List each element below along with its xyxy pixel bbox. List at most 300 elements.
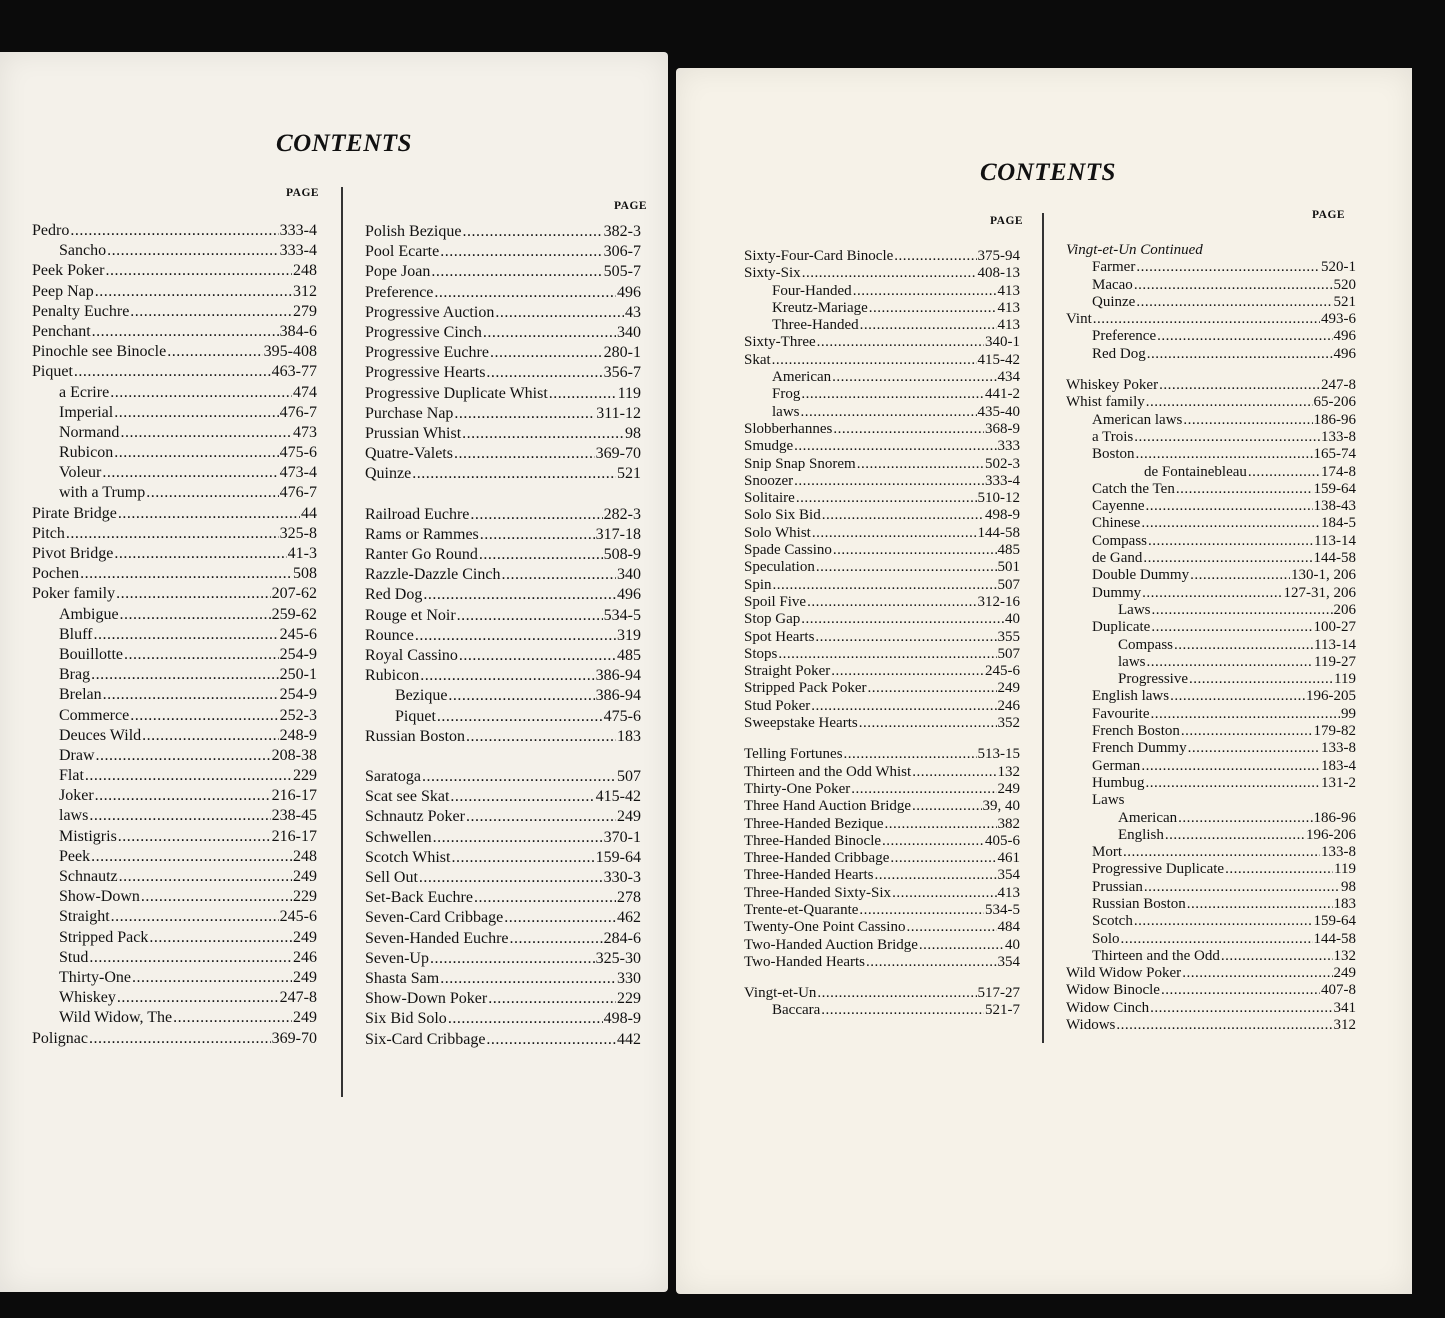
- entry-page: 247-8: [1321, 377, 1356, 394]
- left-page-column-1: [32, 223, 317, 1051]
- entry-name: Pochen: [32, 565, 80, 583]
- dot-leader: [772, 353, 977, 368]
- dot-leader: [796, 491, 977, 506]
- index-entry: [1066, 534, 1356, 551]
- dot-leader: [480, 527, 595, 543]
- dot-leader: [111, 909, 279, 925]
- entry-name: Commerce: [59, 706, 130, 724]
- dot-leader: [1157, 329, 1332, 344]
- entry-page: 505-7: [603, 263, 641, 281]
- index-entry: [1066, 776, 1356, 793]
- dot-leader: [501, 567, 616, 583]
- entry-page: 44: [301, 504, 317, 522]
- index-entry: [32, 1010, 317, 1030]
- index-entry: [744, 405, 1020, 422]
- entry-page: 246: [293, 948, 317, 966]
- entry-page: 333-4: [279, 242, 317, 260]
- entry-page: 138-43: [1313, 498, 1356, 515]
- index-entry: [1066, 447, 1356, 464]
- entry-page: 159-64: [595, 848, 641, 866]
- index-entry: [744, 868, 1020, 885]
- index-entry: [1066, 516, 1356, 533]
- entry-page: 216-17: [271, 827, 317, 845]
- entry-name: Quatre-Valets: [365, 445, 453, 463]
- dot-leader: [103, 687, 279, 703]
- entry-name: German: [1092, 757, 1141, 774]
- entry-page: 131-2: [1321, 774, 1356, 791]
- dot-leader: [430, 951, 595, 967]
- index-entry: [32, 748, 317, 768]
- index-entry: [365, 910, 641, 930]
- index-entry: [744, 817, 1020, 834]
- dot-leader: [1141, 759, 1320, 774]
- dot-leader: [859, 903, 984, 918]
- dot-leader: [857, 457, 984, 472]
- entry-name: Laws: [1118, 601, 1151, 618]
- entry-name: Three-Handed Cribbage: [744, 850, 890, 867]
- entry-name: Smudge: [744, 438, 794, 455]
- index-entry: [365, 1032, 641, 1052]
- right-page: [676, 68, 1412, 1294]
- dot-leader: [457, 608, 603, 624]
- entry-name: Whiskey Poker: [1066, 377, 1159, 394]
- entry-page: 306-7: [603, 243, 641, 261]
- dot-leader: [114, 546, 286, 562]
- entry-name: Dummy: [1092, 584, 1142, 601]
- index-entry: [32, 385, 317, 405]
- entry-name: Draw: [59, 746, 95, 764]
- right-page-label-1: PAGE: [990, 215, 1024, 227]
- dot-leader: [434, 285, 616, 301]
- index-entry: [1066, 395, 1356, 412]
- index-entry: [365, 709, 641, 729]
- entry-page: 282-3: [603, 505, 641, 523]
- entry-name: Solo: [1092, 930, 1120, 947]
- dot-leader: [869, 301, 997, 316]
- index-entry: [1066, 689, 1356, 706]
- index-entry: [1066, 724, 1356, 741]
- dot-leader: [1190, 568, 1290, 583]
- entry-name: Rubicon: [59, 444, 114, 462]
- dot-leader: [811, 699, 996, 714]
- index-entry: [365, 264, 641, 284]
- dot-leader: [892, 886, 996, 901]
- entry-page: 413: [997, 282, 1020, 299]
- entry-page: 183: [1333, 895, 1356, 912]
- right-column-divider: [1042, 213, 1044, 1043]
- entry-name: Pitch: [32, 524, 65, 542]
- index-entry: [32, 687, 317, 707]
- entry-page: 384-6: [279, 322, 317, 340]
- entry-name: Bluff: [59, 625, 93, 643]
- dot-leader: [149, 930, 292, 946]
- entry-page: 368-9: [985, 420, 1020, 437]
- index-entry: [365, 688, 641, 708]
- index-entry: [744, 630, 1020, 647]
- entry-name: Three-Handed Bezique: [744, 815, 884, 832]
- dot-leader: [821, 1003, 984, 1018]
- index-entry: [32, 869, 317, 889]
- entry-name: Favourite: [1092, 705, 1150, 722]
- entry-page: 325-30: [595, 949, 641, 967]
- dot-leader: [483, 325, 616, 341]
- entry-page: 501: [997, 559, 1020, 576]
- entry-page: 113-14: [1314, 636, 1356, 653]
- dot-leader: [462, 426, 624, 442]
- entry-page: 473: [293, 423, 317, 441]
- dot-leader: [860, 318, 997, 333]
- entry-name: Solo Whist: [744, 524, 811, 541]
- entry-page: 119: [1334, 671, 1356, 688]
- entry-name: Progressive Cinch: [365, 323, 482, 341]
- dot-leader: [844, 747, 977, 762]
- entry-page: 484: [997, 919, 1020, 936]
- index-entry: [744, 903, 1020, 920]
- entry-name: Ambigue: [59, 605, 119, 623]
- entry-name: Three-Handed Hearts: [744, 867, 874, 884]
- entry-page: 370-1: [603, 828, 641, 846]
- dot-leader: [859, 716, 997, 731]
- index-entry: [744, 938, 1020, 955]
- index-entry: [744, 508, 1020, 525]
- index-entry: [744, 266, 1020, 283]
- entry-name: English laws: [1092, 688, 1170, 705]
- entry-name: Seven-Up: [365, 949, 429, 967]
- index-entry: [32, 546, 317, 566]
- entry-name: Wild Widow Poker: [1066, 965, 1182, 982]
- dot-leader: [102, 465, 278, 481]
- index-entry: [744, 681, 1020, 698]
- index-entry: [1066, 413, 1356, 430]
- entry-page: 312: [1333, 1017, 1356, 1034]
- entry-page: 462: [617, 909, 641, 927]
- index-entry: [1066, 260, 1356, 277]
- index-entry: [365, 809, 641, 829]
- dot-leader: [440, 971, 616, 987]
- entry-page: 98: [625, 424, 641, 442]
- entry-name: Thirteen and the Odd: [1092, 947, 1220, 964]
- entry-page: 41-3: [287, 545, 317, 562]
- entry-name: English: [1118, 826, 1164, 843]
- entry-page: 208-38: [271, 746, 317, 764]
- entry-page: 248: [293, 262, 317, 280]
- dot-leader: [415, 628, 616, 644]
- left-column-divider: [341, 187, 343, 1097]
- entry-page: 534-5: [985, 901, 1020, 918]
- dot-leader: [1178, 811, 1312, 826]
- entry-page: 413: [997, 884, 1020, 901]
- dot-leader: [890, 851, 996, 866]
- dot-leader: [1134, 278, 1333, 293]
- left-page-column-2: [365, 224, 641, 1052]
- entry-page: 319: [617, 626, 641, 644]
- section-gap: [365, 749, 641, 769]
- entry-name: Peep Nap: [32, 282, 94, 300]
- entry-page: 312-16: [977, 593, 1020, 610]
- entry-page: 473-4: [279, 464, 317, 482]
- dot-leader: [1143, 551, 1312, 566]
- index-entry: [365, 769, 641, 789]
- entry-name: Solo Six Bid: [744, 507, 821, 524]
- entry-name: Progressive Auction: [365, 303, 495, 321]
- dot-leader: [778, 647, 996, 662]
- index-entry: [365, 325, 641, 345]
- entry-page: 508-9: [603, 546, 641, 563]
- dot-leader: [1144, 880, 1340, 895]
- entry-page: 246: [997, 697, 1020, 714]
- entry-name: Mort: [1092, 844, 1122, 861]
- entry-page: 245-6: [279, 908, 317, 926]
- dot-leader: [118, 829, 271, 845]
- index-entry: [744, 716, 1020, 733]
- index-entry: [744, 782, 1020, 799]
- dot-leader: [906, 920, 996, 935]
- entry-name: Red Dog: [365, 586, 423, 604]
- dot-leader: [80, 566, 292, 582]
- dot-leader: [486, 1032, 616, 1048]
- entry-page: 333-4: [279, 222, 317, 239]
- index-entry: [744, 595, 1020, 612]
- dot-leader: [120, 607, 271, 623]
- index-entry: [365, 587, 641, 607]
- dot-leader: [105, 263, 292, 279]
- entry-page: 493-6: [1321, 311, 1356, 328]
- entry-page: 133-8: [1321, 844, 1356, 861]
- dot-leader: [1151, 620, 1312, 635]
- entry-name: Pope Joan: [365, 263, 431, 281]
- index-entry: [744, 335, 1020, 352]
- entry-page: 133-8: [1321, 740, 1356, 757]
- dot-leader: [807, 595, 976, 610]
- dot-leader: [486, 365, 602, 381]
- dot-leader: [851, 782, 996, 797]
- entry-page: 502-3: [985, 455, 1020, 472]
- entry-page: 354: [997, 867, 1020, 884]
- index-entry: [1066, 897, 1356, 914]
- entry-name: Trente-et-Quarante: [744, 901, 859, 918]
- dot-leader: [1093, 312, 1320, 327]
- entry-page: 517-27: [977, 985, 1020, 1002]
- index-entry: [1066, 949, 1356, 966]
- index-entry: [744, 387, 1020, 404]
- entry-name: Seven-Card Cribbage: [365, 909, 504, 927]
- entry-name: Twenty-One Point Cassino: [744, 919, 906, 936]
- entry-page: 144-58: [1313, 550, 1356, 567]
- entry-name: Three Hand Auction Bridge: [744, 798, 912, 815]
- entry-name: Catch the Ten: [1092, 480, 1175, 497]
- index-entry: [1066, 983, 1356, 1000]
- entry-page: 254-9: [279, 686, 317, 704]
- right-page-column-1: [744, 249, 1020, 1021]
- entry-page: 354: [997, 953, 1020, 970]
- dot-leader: [882, 834, 984, 849]
- entry-page: 330-3: [603, 869, 641, 886]
- index-entry: [744, 491, 1020, 508]
- entry-name: Show-Down Poker: [365, 990, 488, 1008]
- index-entry: [365, 870, 641, 890]
- dot-leader: [1183, 413, 1312, 428]
- entry-page: 413: [997, 299, 1020, 316]
- index-entry: [365, 668, 641, 688]
- dot-leader: [173, 1010, 292, 1026]
- dot-leader: [1221, 949, 1333, 964]
- entry-page: 179-82: [1313, 723, 1356, 740]
- entry-name: Progressive Duplicate: [1092, 861, 1225, 878]
- dot-leader: [412, 466, 616, 482]
- entry-page: 407-8: [1321, 982, 1356, 999]
- index-entry: [365, 648, 641, 668]
- entry-name: Cayenne: [1092, 498, 1145, 515]
- index-entry: [32, 768, 317, 788]
- dot-leader: [454, 406, 595, 422]
- entry-page: 498-9: [985, 507, 1020, 524]
- entry-name: Prussian: [1092, 878, 1143, 895]
- index-entry: [1066, 811, 1356, 828]
- dot-leader: [1174, 638, 1313, 653]
- index-entry: [365, 830, 641, 850]
- entry-page: 206: [1333, 601, 1356, 618]
- entry-name: de Gand: [1092, 550, 1143, 567]
- index-entry: [32, 728, 317, 748]
- entry-name: Stripped Pack Poker: [744, 680, 867, 697]
- dot-leader: [912, 765, 996, 780]
- index-entry: [365, 971, 641, 991]
- dot-leader: [817, 986, 976, 1001]
- index-entry: [744, 851, 1020, 868]
- dot-leader: [117, 990, 279, 1006]
- entry-name: Show-Down: [59, 888, 140, 906]
- entry-page: 474: [293, 383, 317, 401]
- entry-name: Quinze: [365, 465, 412, 483]
- index-entry: [1066, 793, 1356, 810]
- entry-page: 496: [617, 586, 641, 604]
- entry-name: Purchase Nap: [365, 404, 454, 422]
- index-entry: [32, 465, 317, 485]
- index-entry: [32, 829, 317, 849]
- entry-page: 435-40: [977, 403, 1020, 420]
- dot-leader: [812, 526, 977, 541]
- index-entry: [744, 474, 1020, 491]
- dot-leader: [1136, 295, 1332, 310]
- entry-page: 441-2: [985, 386, 1020, 403]
- dot-leader: [1151, 707, 1341, 722]
- entry-page: 311-12: [596, 404, 641, 422]
- dot-leader: [110, 385, 292, 401]
- index-entry: [1066, 759, 1356, 776]
- dot-leader: [92, 324, 279, 340]
- entry-name: Thirteen and the Odd Whist: [744, 763, 912, 780]
- entry-name: Royal Cassino: [365, 646, 458, 664]
- entry-page: 196-205: [1306, 688, 1356, 705]
- dot-leader: [1176, 482, 1313, 497]
- entry-page: 65-206: [1313, 394, 1356, 411]
- index-entry: [744, 765, 1020, 782]
- entry-page: 507: [997, 645, 1020, 662]
- entry-page: 133-8: [1321, 428, 1356, 445]
- entry-name: with a Trump: [59, 484, 146, 502]
- dot-leader: [1187, 897, 1333, 912]
- entry-name: Spade Cassino: [744, 542, 832, 559]
- section-gap: [744, 972, 1020, 986]
- dot-leader: [96, 748, 271, 764]
- entry-name: Russian Boston: [365, 727, 466, 745]
- entry-name: Progressive Hearts: [365, 364, 486, 382]
- entry-name: Whist family: [1066, 394, 1145, 411]
- dot-leader: [437, 709, 603, 725]
- index-entry: [32, 808, 317, 828]
- entry-name: de Fontainebleau: [1144, 463, 1247, 480]
- entry-name: Kreutz-Mariage: [772, 299, 868, 316]
- entry-page: 174-8: [1321, 463, 1356, 480]
- index-entry: [1066, 966, 1356, 983]
- entry-page: 513-15: [977, 746, 1020, 763]
- dot-leader: [495, 305, 624, 321]
- dot-leader: [454, 446, 595, 462]
- index-entry: [32, 364, 317, 384]
- index-entry: [365, 890, 641, 910]
- index-entry: [32, 970, 317, 990]
- dot-leader: [833, 543, 997, 558]
- entry-name: Wild Widow, The: [59, 1009, 173, 1027]
- index-entry: [1066, 482, 1356, 499]
- entry-page: 507: [997, 576, 1020, 593]
- dot-leader: [831, 664, 984, 679]
- entry-name: Compass: [1092, 532, 1148, 549]
- entry-name: Peek Poker: [32, 262, 105, 280]
- entry-page: 98: [1341, 878, 1356, 895]
- index-entry: [32, 425, 317, 445]
- entry-page: 369-70: [595, 445, 641, 463]
- entry-page: 127-31, 206: [1283, 584, 1356, 601]
- index-entry: [32, 304, 317, 324]
- dot-leader: [74, 364, 271, 380]
- entry-page: 475-6: [279, 444, 317, 462]
- index-entry: [365, 991, 641, 1011]
- index-entry: [1066, 347, 1356, 364]
- entry-page: 196-206: [1306, 826, 1356, 843]
- dot-leader: [142, 728, 279, 744]
- entry-page: 250-1: [279, 666, 317, 684]
- entry-name: Rubicon: [365, 667, 420, 685]
- index-entry: [744, 1003, 1020, 1020]
- entry-name: Sixty-Three: [744, 334, 816, 351]
- index-entry: [365, 386, 641, 406]
- entry-name: American laws: [1092, 411, 1183, 428]
- entry-name: Scotch Whist: [365, 848, 451, 866]
- index-entry: [32, 223, 317, 243]
- entry-name: Voleur: [59, 464, 102, 482]
- entry-page: 520: [1333, 276, 1356, 293]
- entry-page: 413: [997, 317, 1020, 334]
- index-entry: [744, 249, 1020, 266]
- entry-name: Pivot Bridge: [32, 545, 114, 562]
- entry-name: Straight: [59, 908, 110, 926]
- dot-leader: [1142, 586, 1282, 601]
- index-entry: [365, 466, 641, 486]
- dot-leader: [167, 344, 262, 360]
- entry-name: Laws: [1092, 792, 1125, 809]
- entry-page: 130-1, 206: [1291, 567, 1356, 584]
- entry-name: a Ecrire: [59, 383, 110, 401]
- index-entry: [1066, 430, 1356, 447]
- entry-name: Compass: [1118, 636, 1174, 653]
- index-entry: [32, 263, 317, 283]
- entry-page: 229: [617, 990, 641, 1008]
- entry-name: laws: [772, 403, 800, 420]
- entry-page: 259-62: [271, 605, 317, 623]
- dot-leader: [116, 586, 271, 602]
- entry-page: 40: [1005, 936, 1020, 953]
